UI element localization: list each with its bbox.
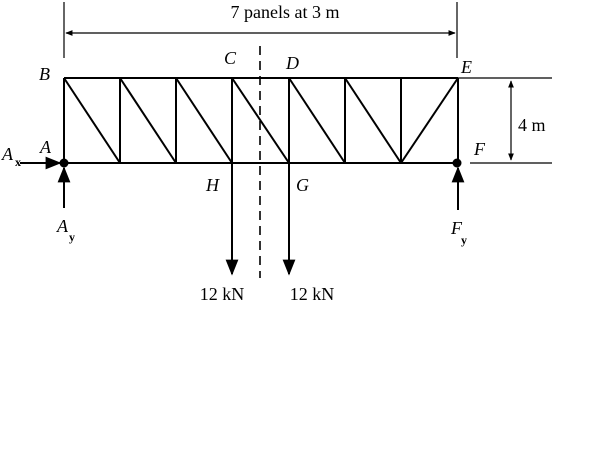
node-label-f: F [474, 139, 485, 159]
node-label-g: G [296, 175, 309, 195]
svg-text:A: A [2, 144, 13, 164]
node-label-a: A [40, 137, 51, 157]
roller-icon [453, 159, 462, 168]
reaction-label-ax [1, 144, 21, 169]
diagonal-member [289, 78, 345, 163]
diagonal-member [232, 78, 289, 163]
diagonal-member [120, 78, 176, 163]
node-label-d: D [286, 53, 299, 73]
diagonal-member [176, 78, 232, 163]
svg-text:F: F [451, 218, 462, 238]
reaction-label-fy [450, 218, 467, 247]
node-label-e: E [461, 57, 472, 77]
pin-icon [60, 159, 69, 168]
reaction-label-ay [56, 216, 75, 244]
height-dimension-label: 4 m [518, 115, 546, 135]
node-label-b: B [39, 64, 50, 84]
svg-text:A: A [57, 216, 68, 236]
svg-text:y: y [69, 230, 75, 244]
truss-members [64, 78, 458, 163]
load-label-h: 12 kN [199, 284, 245, 304]
svg-text:y: y [461, 233, 467, 247]
diagonal-member [401, 78, 458, 163]
node-label-h: H [206, 175, 219, 195]
diagonal-member [64, 78, 120, 163]
load-label-g: 12 kN [289, 284, 335, 304]
diagonal-member [345, 78, 401, 163]
node-label-c: C [224, 48, 237, 68]
span-dimension-label: 7 panels at 3 m [230, 2, 340, 22]
height-dimension [458, 78, 552, 163]
svg-text:x: x [15, 155, 21, 169]
